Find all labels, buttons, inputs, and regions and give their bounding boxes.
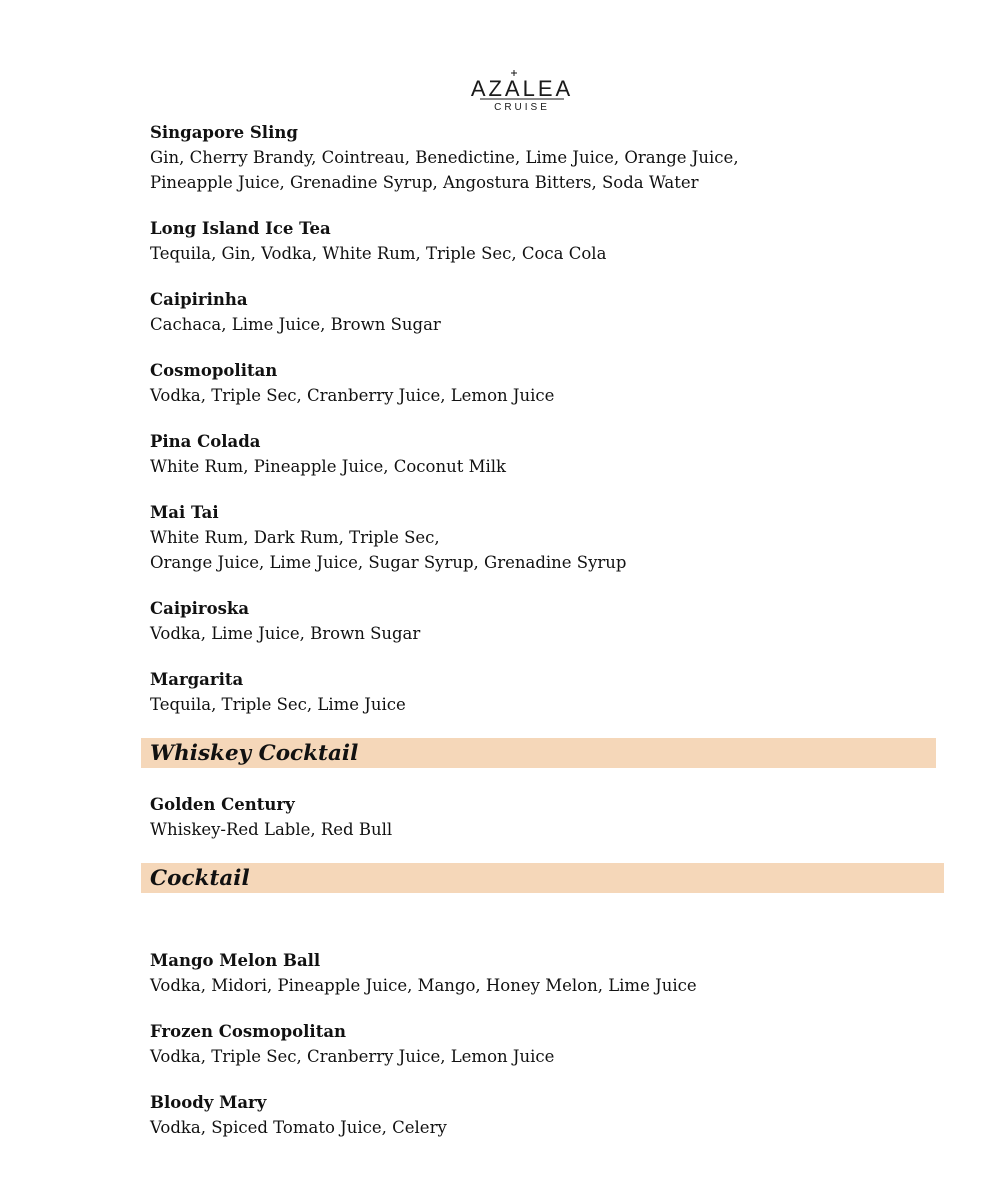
menu-item-ingredients: Gin, Cherry Brandy, Cointreau, Benedictine, Lime Juice, Orange Juice,	[150, 148, 739, 167]
top-cocktail-list	[0, 120, 994, 717]
menu-item	[150, 667, 994, 717]
menu-item	[150, 1090, 994, 1140]
menu-item	[150, 287, 994, 337]
menu-item-name: Margarita	[150, 670, 244, 689]
menu-item-name: Bloody Mary	[150, 1093, 267, 1112]
menu-item-ingredients: Orange Juice, Lime Juice, Sugar Syrup, Grenadine Syrup	[150, 553, 627, 572]
menu-item	[150, 429, 994, 479]
menu-item-name: Singapore Sling	[150, 123, 298, 142]
menu-item	[150, 216, 994, 266]
menu-item-ingredients: Tequila, Gin, Vodka, White Rum, Triple Sec, Coca Cola	[150, 244, 607, 263]
logo-brand-text: AZALEA	[470, 76, 574, 101]
menu-item	[150, 792, 994, 842]
menu-item-ingredients: Vodka, Lime Juice, Brown Sugar	[150, 624, 421, 643]
menu-item-name: Caipirinha	[150, 290, 248, 309]
menu-item-ingredients: White Rum, Pineapple Juice, Coconut Milk	[150, 457, 507, 476]
menu-item	[150, 358, 994, 408]
menu-item-name: Mai Tai	[150, 503, 219, 522]
menu-item-name: Golden Century	[150, 795, 295, 814]
menu-item-ingredients: Vodka, Midori, Pineapple Juice, Mango, Honey Melon, Lime Juice	[150, 976, 697, 995]
menu-item-ingredients: White Rum, Dark Rum, Triple Sec,	[150, 528, 440, 547]
menu-item-name: Frozen Cosmopolitan	[150, 1022, 347, 1041]
menu-item-ingredients: Whiskey-Red Lable, Red Bull	[150, 820, 393, 839]
whiskey-cocktail-list	[0, 792, 994, 842]
menu-item	[150, 596, 994, 646]
menu-item-ingredients: Vodka, Triple Sec, Cranberry Juice, Lemon Juice	[150, 386, 555, 405]
menu-item-name: Long Island Ice Tea	[150, 219, 331, 238]
menu-item	[150, 1019, 994, 1069]
menu-item-ingredients: Vodka, Triple Sec, Cranberry Juice, Lemon Juice	[150, 1047, 555, 1066]
menu-item-name: Caipiroska	[150, 599, 250, 618]
menu-item-ingredients: Vodka, Spiced Tomato Juice, Celery	[150, 1118, 447, 1137]
menu-item	[150, 120, 994, 195]
section-header-whiskey-cocktail: Whiskey Cocktail	[141, 738, 936, 768]
menu-content	[0, 120, 994, 1161]
menu-item	[150, 500, 994, 575]
menu-item-ingredients: Tequila, Triple Sec, Lime Juice	[150, 695, 406, 714]
menu-item-name: Pina Colada	[150, 432, 261, 451]
menu-item-name: Mango Melon Ball	[150, 951, 321, 970]
section-header-cocktail: Cocktail	[141, 863, 944, 893]
menu-item-name: Cosmopolitan	[150, 361, 278, 380]
menu-item-ingredients: Pineapple Juice, Grenadine Syrup, Angostura Bitters, Soda Water	[150, 173, 699, 192]
logo-sub-text: CRUISE	[494, 102, 550, 113]
cocktail-list	[0, 948, 994, 1140]
azalea-cruise-logo	[470, 68, 574, 114]
menu-item	[150, 948, 994, 998]
menu-item-ingredients: Cachaca, Lime Juice, Brown Sugar	[150, 315, 441, 334]
